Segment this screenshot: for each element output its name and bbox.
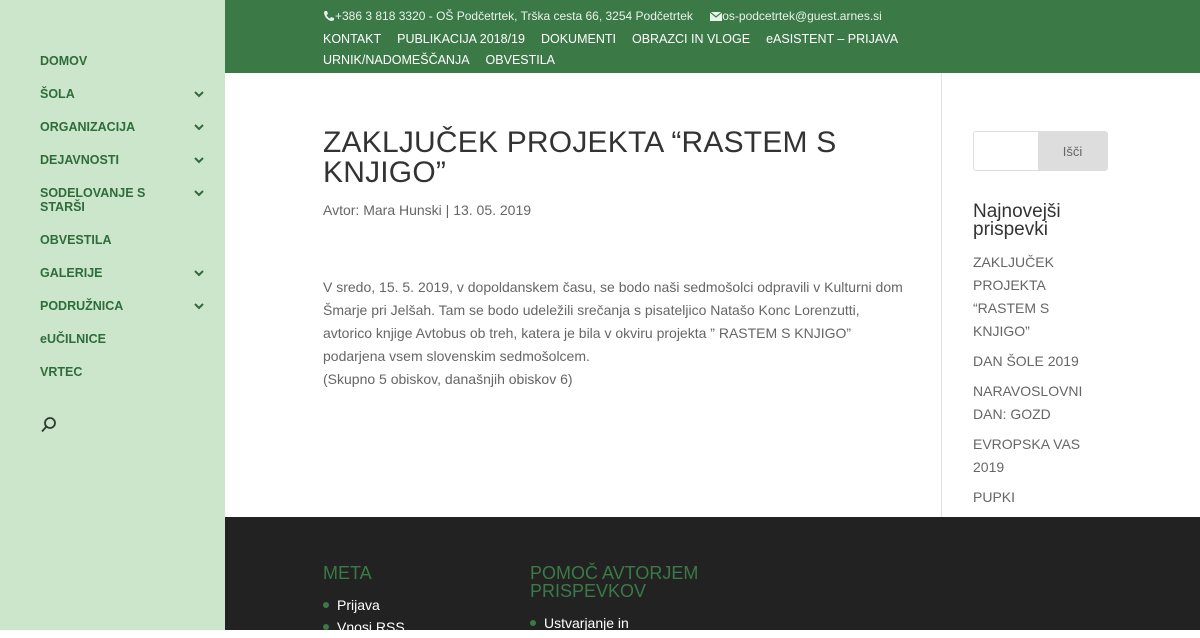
nav-obvestila[interactable]: OBVESTILA (485, 53, 556, 67)
sidebar-item-sodelovanje[interactable]: SODELOVANJE S STARŠI (40, 186, 150, 214)
footer-link-prijava[interactable]: Prijava (323, 594, 503, 616)
right-sidebar (973, 131, 1108, 516)
post-meta: Avtor: Mara Hunski | 13. 05. 2019 (323, 202, 532, 218)
top-header (225, 0, 1200, 73)
email-link[interactable]: os-podcetrtek@guest.arnes.si (710, 8, 882, 22)
visit-counter: (Skupno 5 obiskov, današnjih obiskov 6) (323, 371, 573, 387)
search-input[interactable] (974, 132, 1038, 170)
footer-meta-widget (323, 564, 503, 638)
recent-post-link[interactable]: PUPKI (973, 489, 1016, 505)
envelope-icon (710, 12, 722, 21)
footer-meta-title: META (323, 563, 372, 583)
sidebar-item-eucilnice[interactable]: eUČILNICE (40, 332, 106, 346)
nav-publikacija[interactable]: PUBLIKACIJA 2018/19 (397, 32, 525, 46)
contact-info (323, 8, 882, 23)
sidebar-item-podruznica[interactable]: PODRUŽNICA (40, 299, 190, 313)
main-menu (40, 54, 210, 398)
post-article (323, 126, 903, 387)
recent-post-link[interactable]: ZAKLJUČEK PROJEKTA “RASTEM S KNJIGO” (973, 254, 1054, 339)
search-icon[interactable] (40, 416, 58, 434)
footer-help-title: POMOČ AVTORJEM PRISPEVKOV (530, 563, 699, 601)
sidebar-item-domov[interactable]: DOMOV (40, 54, 88, 68)
chevron-down-icon[interactable] (192, 266, 206, 280)
footer-link-ustvarjanje[interactable]: Ustvarjanje in (530, 612, 730, 634)
content-divider (941, 73, 942, 517)
sidebar-item-dejavnosti[interactable]: DEJAVNOSTI (40, 153, 190, 167)
sidebar-item-vrtec[interactable]: VRTEC (40, 365, 83, 379)
footer-help-widget (530, 564, 730, 634)
phone-icon (323, 10, 335, 22)
nav-urnik[interactable]: URNIK/NADOMEŠČANJA (323, 53, 470, 67)
nav-easistent[interactable]: eASISTENT – PRIJAVA (766, 32, 899, 46)
sidebar-search[interactable] (40, 416, 190, 438)
recent-post-link[interactable]: EVROPSKA VAS 2019 (973, 436, 1081, 475)
top-navigation (323, 29, 1063, 71)
recent-posts-title: Najnovejši prispevki (973, 201, 1061, 240)
chevron-down-icon[interactable] (192, 186, 206, 200)
footer (225, 517, 1200, 635)
recent-posts-list (973, 251, 1108, 509)
chevron-down-icon[interactable] (192, 153, 206, 167)
phone-address-text: +386 3 818 3320 - OŠ Podčetrtek, Trška cesta 66, 3254 Podčetrtek (335, 8, 693, 23)
chevron-down-icon[interactable] (192, 87, 206, 101)
nav-dokumenti[interactable]: DOKUMENTI (540, 32, 616, 46)
sidebar-item-galerije[interactable]: GALERIJE (40, 266, 190, 280)
post-title: ZAKLJUČEK PROJEKTA “RASTEM S KNJIGO” (323, 126, 837, 189)
footer-link-rss[interactable]: Vnosi RSS (323, 616, 503, 638)
nav-kontakt[interactable]: KONTAKT (323, 32, 382, 46)
search-button[interactable]: Išči (1038, 132, 1107, 170)
left-sidebar (0, 0, 225, 630)
chevron-down-icon[interactable] (192, 120, 206, 134)
nav-obrazci[interactable]: OBRAZCI IN VLOGE (631, 32, 751, 46)
chevron-down-icon[interactable] (192, 299, 206, 313)
sidebar-item-sola[interactable]: ŠOLA (40, 87, 190, 101)
post-content (323, 276, 903, 391)
sidebar-item-obvestila[interactable]: OBVESTILA (40, 233, 112, 247)
search-form (973, 131, 1108, 171)
recent-post-link[interactable]: DAN ŠOLE 2019 (973, 353, 1079, 369)
post-body: V sredo, 15. 5. 2019, v dopoldanskem času, se bodo naši sedmošolci odpravili v Kulturni dom Šmarje pri Jelšah. Tam se bodo udeležili srečanja s pisateljico Natašo Konc Lorenzutti, avtorico knjige Avtobus ob treh, katera je bila v okviru projekta ” RASTEM S KNJIGO” podarjena vsem slovenskim sedmošolcem. (323, 279, 903, 364)
recent-post-link[interactable]: NARAVOSLOVNI DAN: GOZD (973, 383, 1083, 422)
sidebar-item-organizacija[interactable]: ORGANIZACIJA (40, 120, 190, 134)
